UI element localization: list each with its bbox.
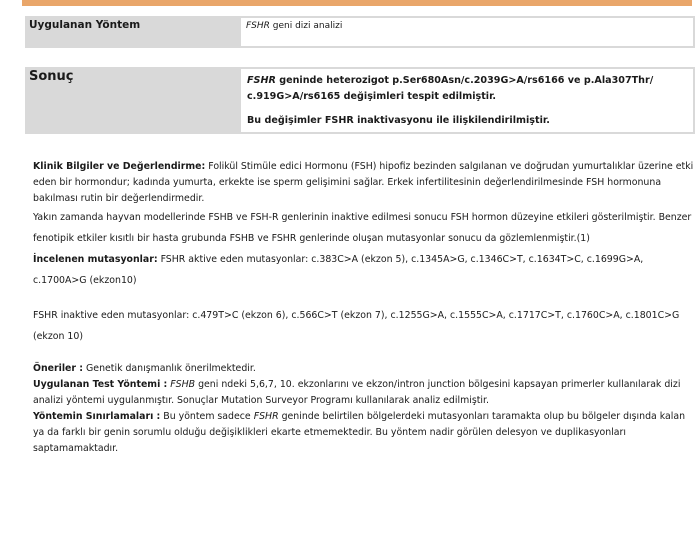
test-method-title: Uygulanan Test Yöntemi : — [33, 379, 168, 390]
clinical-paragraph — [33, 159, 695, 207]
result-gene: FSHR — [247, 75, 276, 86]
limitations-paragraph — [33, 409, 695, 457]
result-note: Bu değişimler FSHR inaktivasyonu ile ilişkilendirilmiştir. — [247, 115, 550, 126]
method-value — [241, 18, 693, 46]
mutations-title: İncelenen mutasyonlar: — [33, 254, 158, 265]
mutations-activating-text: FSHR aktive eden mutasyonlar: c.383C>A (ekzon 5), c.1345A>G, c.1346C>T, c.1634T>C, c.1699G>A, c.1700A>G (ekzon10) — [33, 254, 644, 286]
report-body — [33, 159, 695, 457]
clinical-paragraph-2: Yakın zamanda hayvan modellerinde FSHB ve FSH-R genlerinin inaktive edilmesi sonucu FSH hormon düzeyine etkileri gösterilmiştir. Benzer fenotipik etkiler kısıtlı bir hasta grubunda FSHB ve FSHR genlerinde oluşan mutasyonlar sonucu da gözlemlenmiştir.(1) — [33, 212, 692, 244]
result-row — [25, 67, 695, 134]
method-label: Uygulanan Yöntem — [29, 19, 141, 31]
result-value — [241, 69, 693, 132]
limitations-pre: Bu yöntem sadece — [160, 411, 254, 422]
method-row — [25, 16, 695, 48]
mutations-inactivating: FSHR inaktive eden mutasyonlar: c.479T>C (ekzon 6), c.566C>T (ekzon 7), c.1255G>A, c.1555C>A, c.1717C>T, c.1760C>A, c.1801C>G (ekzon 10) — [33, 310, 680, 342]
result-line-1 — [247, 73, 687, 89]
result-line-1-text: geninde heterozigot p.Ser680Asn/c.2039G>A/rs6166 ve p.Ala307Thr/ — [275, 75, 654, 86]
advice-text: Genetik danışmanlık önerilmektedir. — [83, 363, 256, 374]
advice-paragraph — [33, 361, 695, 377]
limitations-text: geninde belirtilen bölgelerdeki mutasyonları taramakta olup bu bölgeler dışında kalan ya da farklı bir genin sorumlu olduğu değişiklikleri ekarte etmemektedir. Bu yöntem nadir görülen delesyon ve duplikasyonları saptamamaktadır. — [33, 411, 686, 454]
clinical-text-1: Folikül Stimüle edici Hormonu (FSH) hipofiz bezinden salgılanan ve doğrudan yumurtalıklar üzerine etki eden bir hormondur; kadında yumurta, erkekte ise sperm gelişimini sağlar. Erkek infertilitesinin değerlendirilmesinde FSH hormonuna bakılması rutin bir değerlendirmedir. — [33, 161, 694, 204]
clinical-title: Klinik Bilgiler ve Değerlendirme: — [33, 161, 206, 172]
result-line-2: c.919G>A/rs6165 değişimleri tespit edilmiştir. — [247, 91, 497, 102]
test-method-gene: FSHB — [170, 379, 196, 390]
test-method-text: geni ndeki 5,6,7, 10. ekzonlarını ve ekzon/intron junction bölgesini kapsayan primerler kullanılarak dizi analizi yöntemi uygulanmıştır. Sonuçlar Mutation Surveyor Programı kullanılarak analiz edilmiştir. — [33, 379, 681, 406]
test-method-paragraph — [33, 377, 695, 409]
header-rule — [22, 0, 692, 6]
result-label: Sonuç — [29, 69, 74, 84]
mutations-activating — [33, 249, 695, 291]
method-gene: FSHR — [246, 21, 270, 31]
method-text: geni dizi analizi — [269, 21, 343, 31]
advice-title: Öneriler : — [33, 363, 84, 374]
limitations-gene: FSHR — [253, 411, 279, 422]
limitations-title: Yöntemin Sınırlamaları : — [33, 411, 161, 422]
summary-table — [25, 16, 695, 153]
